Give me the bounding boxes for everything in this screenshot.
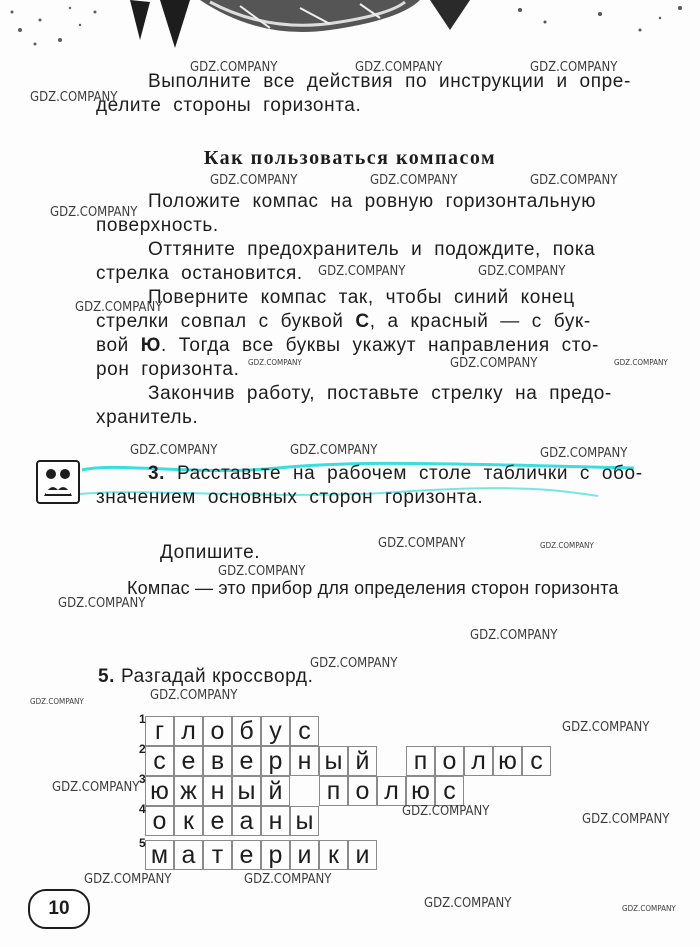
- crossword-cell[interactable]: п: [406, 746, 435, 776]
- watermark: GDZ.COMPANY: [355, 60, 443, 75]
- fill-answer: Компас — это прибор для определения сторон горизонта: [127, 578, 619, 598]
- crossword-row-2: [139, 742, 551, 776]
- p3-line-2b: , а красный — с бук-: [369, 311, 591, 332]
- watermark: GDZ.COMPANY: [478, 264, 566, 279]
- p3-line-4: рон горизонта.: [96, 359, 240, 380]
- watermark: GDZ.COMPANY: [450, 356, 538, 371]
- crossword-cell[interactable]: о: [203, 716, 232, 746]
- crossword-cell[interactable]: и: [290, 840, 319, 870]
- watermark: GDZ.COMPANY: [470, 628, 558, 643]
- watermark: GDZ.COMPANY: [318, 264, 406, 279]
- page-number: 10: [28, 889, 90, 929]
- crossword-cell[interactable]: е: [174, 746, 203, 776]
- crossword-cell[interactable]: б: [232, 716, 261, 746]
- crossword-cell[interactable]: о: [435, 746, 464, 776]
- watermark: GDZ.COMPANY: [75, 300, 163, 315]
- task-3-paragraph: [96, 462, 666, 510]
- watermark: GDZ.COMPANY: [190, 60, 278, 75]
- p2-line-1: Оттяните предохранитель и подождите, пока: [148, 239, 596, 260]
- p1-line-1: Положите компас на ровную горизонтальную: [148, 191, 597, 212]
- header-decoration: [0, 0, 700, 52]
- crossword-cell[interactable]: [290, 776, 319, 806]
- task-5-text: Разгадай кроссворд.: [120, 666, 314, 687]
- crossword-row-number: 4: [139, 802, 146, 816]
- watermark: GDZ.COMPANY: [622, 904, 676, 913]
- watermark: GDZ.COMPANY: [52, 780, 140, 795]
- crossword-cell[interactable]: с: [290, 716, 319, 746]
- watermark: GDZ.COMPANY: [130, 443, 218, 458]
- instruction-paragraph-3: [96, 286, 666, 382]
- crossword-cell[interactable]: а: [232, 806, 261, 836]
- crossword-cell[interactable]: н: [203, 776, 232, 806]
- crossword-cell[interactable]: й: [261, 776, 290, 806]
- watermark: GDZ.COMPANY: [30, 90, 118, 105]
- watermark: GDZ.COMPANY: [218, 564, 306, 579]
- crossword-cell[interactable]: г: [145, 716, 174, 746]
- watermark: GDZ.COMPANY: [84, 872, 172, 887]
- crossword-cell[interactable]: с: [522, 746, 551, 776]
- crossword-cell[interactable]: ы: [319, 746, 348, 776]
- crossword-cell[interactable]: к: [319, 840, 348, 870]
- children-working-icon: [36, 460, 80, 504]
- crossword-row-5: [139, 836, 377, 870]
- crossword-cell[interactable]: н: [261, 806, 290, 836]
- intro-paragraph: [96, 70, 666, 118]
- crossword-cell[interactable]: е: [232, 746, 261, 776]
- crossword-cell[interactable]: н: [290, 746, 319, 776]
- fill-prompt: Допишите.: [160, 542, 261, 563]
- crossword-cell[interactable]: р: [261, 746, 290, 776]
- watermark: GDZ.COMPANY: [310, 656, 398, 671]
- p4-line-1: Закончив работу, поставьте стрелку на предо-: [148, 383, 612, 404]
- p2-line-2: стрелка остановится.: [96, 263, 303, 284]
- watermark: GDZ.COMPANY: [58, 596, 146, 611]
- crossword-cell[interactable]: л: [174, 716, 203, 746]
- crossword-cell[interactable]: р: [261, 840, 290, 870]
- crossword-cell[interactable]: м: [145, 840, 174, 870]
- crossword-cell[interactable]: л: [464, 746, 493, 776]
- p1-line-2: поверхность.: [96, 215, 219, 236]
- watermark: GDZ.COMPANY: [402, 804, 490, 819]
- watermark: GDZ.COMPANY: [582, 812, 670, 827]
- instruction-paragraph-1: [96, 190, 666, 238]
- crossword-cell[interactable]: к: [174, 806, 203, 836]
- p3-line-3b: . Тогда все буквы укажут направления сто-: [160, 335, 599, 356]
- crossword-cell[interactable]: с: [145, 746, 174, 776]
- section-heading: Как пользоваться компасом: [203, 147, 497, 169]
- p3-line-3a: вой: [96, 335, 141, 356]
- watermark: GDZ.COMPANY: [50, 205, 138, 220]
- crossword-row-number: 1: [139, 712, 146, 726]
- task-3-number: 3.: [148, 463, 166, 484]
- crossword-cell[interactable]: л: [377, 776, 406, 806]
- watermark: GDZ.COMPANY: [210, 173, 298, 188]
- crossword-cell[interactable]: ю: [493, 746, 522, 776]
- intro-line-2: делите стороны горизонта.: [96, 95, 362, 116]
- crossword-cell[interactable]: е: [203, 806, 232, 836]
- crossword-cell[interactable]: а: [174, 840, 203, 870]
- intro-line-1: Выполните все действия по инструкции и опре-: [148, 71, 631, 92]
- watermark: GDZ.COMPANY: [530, 173, 618, 188]
- crossword-row-number: 3: [139, 772, 146, 786]
- crossword-row-number: 5: [139, 836, 146, 850]
- crossword-cell[interactable]: т: [203, 840, 232, 870]
- watermark: GDZ.COMPANY: [378, 536, 466, 551]
- crossword-cell[interactable]: о: [348, 776, 377, 806]
- letter-yu: Ю: [140, 335, 161, 356]
- watermark: GDZ.COMPANY: [540, 541, 594, 550]
- crossword-cell[interactable]: ю: [406, 776, 435, 806]
- watermark: GDZ.COMPANY: [244, 872, 332, 887]
- watermark: GDZ.COMPANY: [424, 896, 512, 911]
- crossword-row-3: [139, 772, 464, 806]
- crossword-cell[interactable]: и: [348, 840, 377, 870]
- watermark: GDZ.COMPANY: [30, 697, 84, 706]
- watermark: GDZ.COMPANY: [540, 446, 628, 461]
- watermark: GDZ.COMPANY: [562, 720, 650, 735]
- p4-line-2: хранитель.: [96, 407, 199, 428]
- task-5-title: [98, 666, 313, 688]
- watermark: GDZ.COMPANY: [290, 443, 378, 458]
- instruction-paragraph-4: [96, 382, 666, 430]
- crossword-cell[interactable]: ы: [290, 806, 319, 836]
- crossword-cell[interactable]: у: [261, 716, 290, 746]
- crossword-cell[interactable]: е: [232, 840, 261, 870]
- crossword-cell[interactable]: о: [145, 806, 174, 836]
- watermark: GDZ.COMPANY: [150, 688, 238, 703]
- crossword-cell[interactable]: ж: [174, 776, 203, 806]
- crossword-cell[interactable]: с: [435, 776, 464, 806]
- crossword-cell[interactable]: й: [348, 746, 377, 776]
- letter-c: С: [355, 311, 370, 332]
- watermark: GDZ.COMPANY: [248, 358, 302, 367]
- watermark: GDZ.COMPANY: [530, 60, 618, 75]
- task-5-number: 5.: [98, 666, 116, 687]
- p3-line-1: Поверните компас так, чтобы синий конец: [148, 287, 575, 308]
- crossword-cell[interactable]: [377, 746, 406, 776]
- p3-line-2a: стрелки совпал с буквой: [96, 311, 356, 332]
- watermark: GDZ.COMPANY: [614, 358, 668, 367]
- crossword-row-1: [139, 712, 319, 746]
- crossword-row-4: [139, 802, 319, 836]
- crossword-cell[interactable]: в: [203, 746, 232, 776]
- crossword-cell[interactable]: п: [319, 776, 348, 806]
- task-3-line-2: значением основных сторон горизонта.: [96, 487, 484, 508]
- watermark: GDZ.COMPANY: [370, 173, 458, 188]
- crossword-cell[interactable]: ы: [232, 776, 261, 806]
- crossword-row-number: 2: [139, 742, 146, 756]
- task-3-line-1: Расставьте на рабочем столе таблички с обо-: [176, 463, 643, 484]
- crossword-cell[interactable]: ю: [145, 776, 174, 806]
